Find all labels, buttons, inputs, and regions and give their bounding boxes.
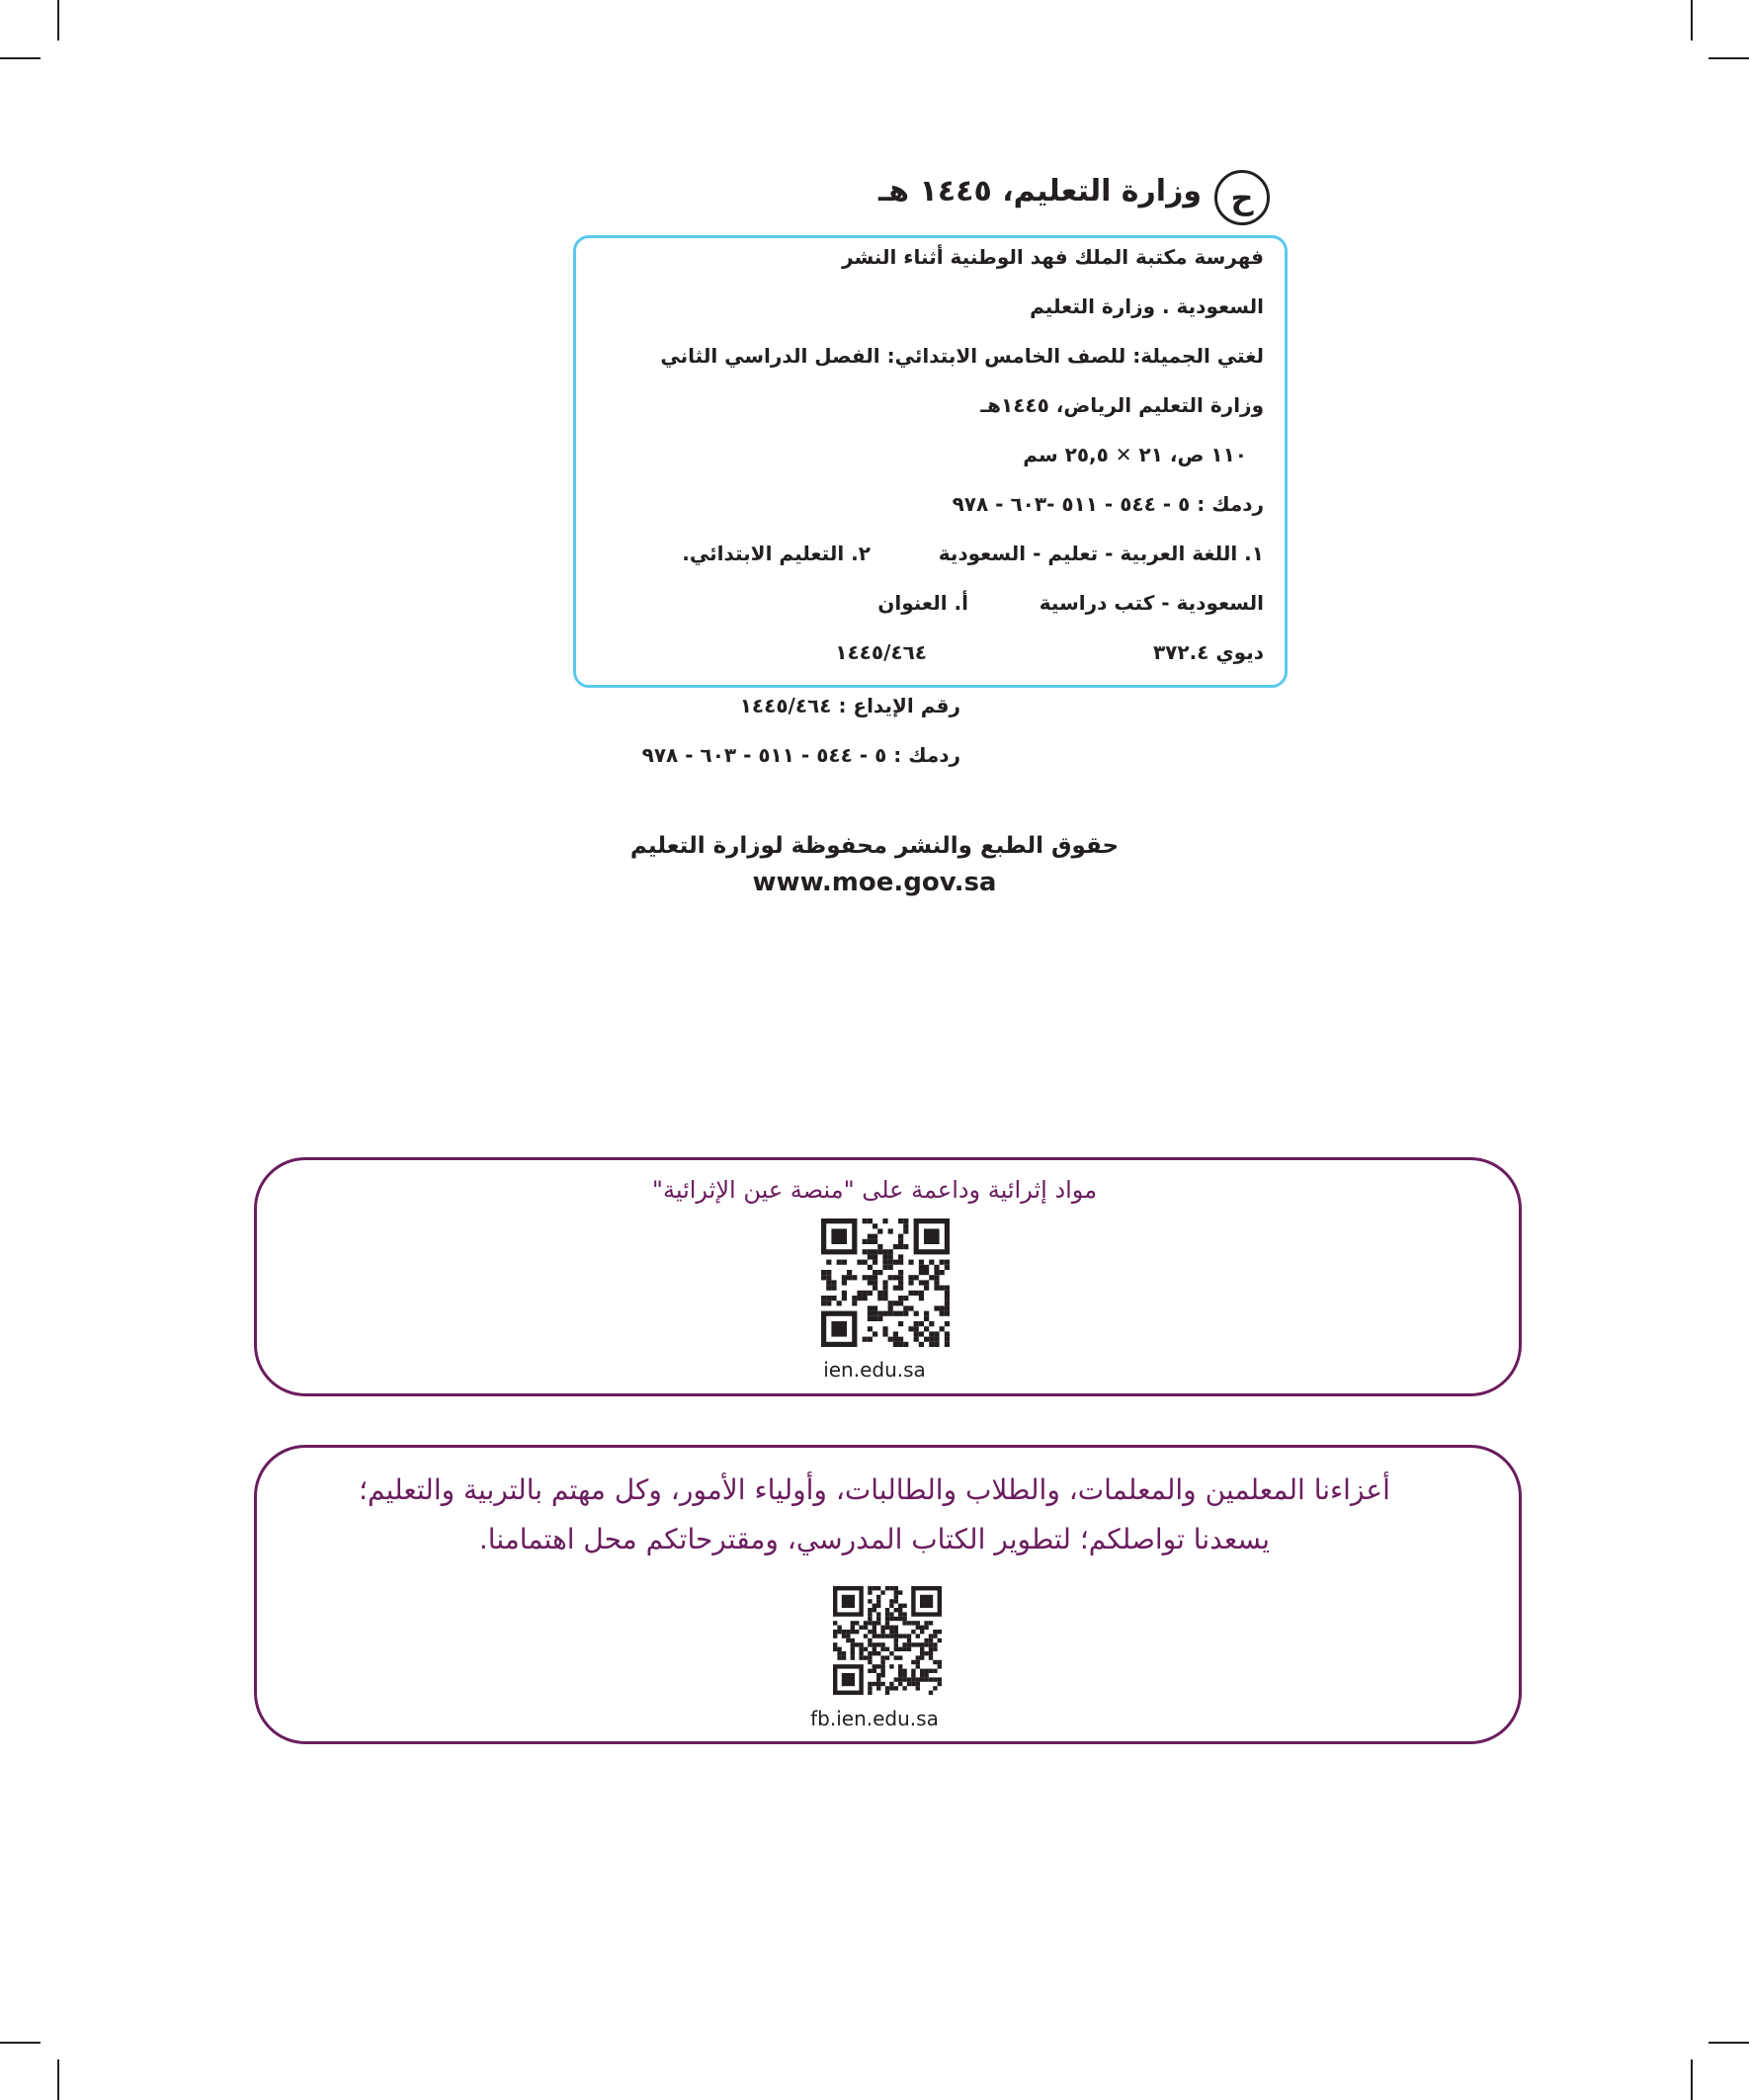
catalog-line: لغتي الجميلة: للصف الخامس الابتدائي: الفصل الدراسي الثاني [660, 344, 1264, 368]
crop-mark [57, 0, 59, 41]
deposit-number: رقم الإيداع : ١٤٤٥/٤٦٤ [739, 694, 960, 717]
isbn: ردمك : ٥ - ٥٤٤ - ٥١١ - ٦٠٣ - ٩٧٨ [641, 743, 960, 767]
feedback-line-2: يسعدنا تواصلكم؛ لتطوير الكتاب المدرسي، ومقترحاتكم محل اهتمامنا. [478, 1523, 1271, 1555]
catalog-subject-2: ٢. التعليم الابتدائي. [682, 542, 871, 565]
crop-mark [1691, 0, 1693, 41]
catalog-deposit: ١٤٤٥/٤٦٤ [835, 640, 927, 664]
copyright-notice: حقوق الطبع والنشر محفوظة لوزارة التعليم [629, 833, 1120, 859]
crop-mark [0, 2042, 41, 2044]
enrichment-qr-code[interactable] [821, 1218, 950, 1347]
catalog-line: وزارة التعليم الرياض، ١٤٤٥هـ [980, 393, 1264, 417]
website-link[interactable]: www.moe.gov.sa [752, 868, 997, 897]
catalog-subject-1: ١. اللغة العربية - تعليم - السعودية [938, 542, 1264, 565]
crop-mark [1708, 57, 1749, 59]
publisher-heading: وزارة التعليم، ١٤٤٥ هـ [878, 174, 1202, 209]
catalog-line: فهرسة مكتبة الملك فهد الوطنية أثناء النشر [842, 245, 1264, 269]
crop-mark [1708, 2042, 1749, 2044]
crop-mark [0, 57, 41, 59]
crop-mark [1691, 2059, 1693, 2100]
feedback-url[interactable]: fb.ien.edu.sa [810, 1707, 939, 1730]
catalog-line: السعودية . وزارة التعليم [1030, 294, 1264, 318]
copyright-seal-icon [1214, 170, 1270, 225]
catalog-line: ردمك : ٥ - ٥٤٤ - ٥١١ -٦٠٣ - ٩٧٨ [952, 492, 1264, 516]
seal-letter: ح [1230, 179, 1254, 216]
feedback-line-1: أعزاءنا المعلمين والمعلمات، والطلاب والطالبات، وأولياء الأمور، وكل مهتم بالتربية والتعليم؛ [359, 1473, 1390, 1506]
feedback-qr-code[interactable] [833, 1586, 942, 1695]
enrichment-title: مواد إثرائية وداعمة على "منصة عين الإثرائية" [651, 1176, 1098, 1204]
catalog-title-entry: أ. العنوان [877, 591, 968, 615]
crop-mark [57, 2059, 59, 2100]
catalog-dewey: ديوي ٣٧٢.٤ [1152, 640, 1264, 664]
catalog-subject-3: السعودية - كتب دراسية [1039, 591, 1264, 615]
catalog-line: ١١٠ ص، ٢١ ✕ ٢٥,٥ سم [1023, 443, 1247, 466]
enrichment-url[interactable]: ien.edu.sa [823, 1358, 926, 1382]
